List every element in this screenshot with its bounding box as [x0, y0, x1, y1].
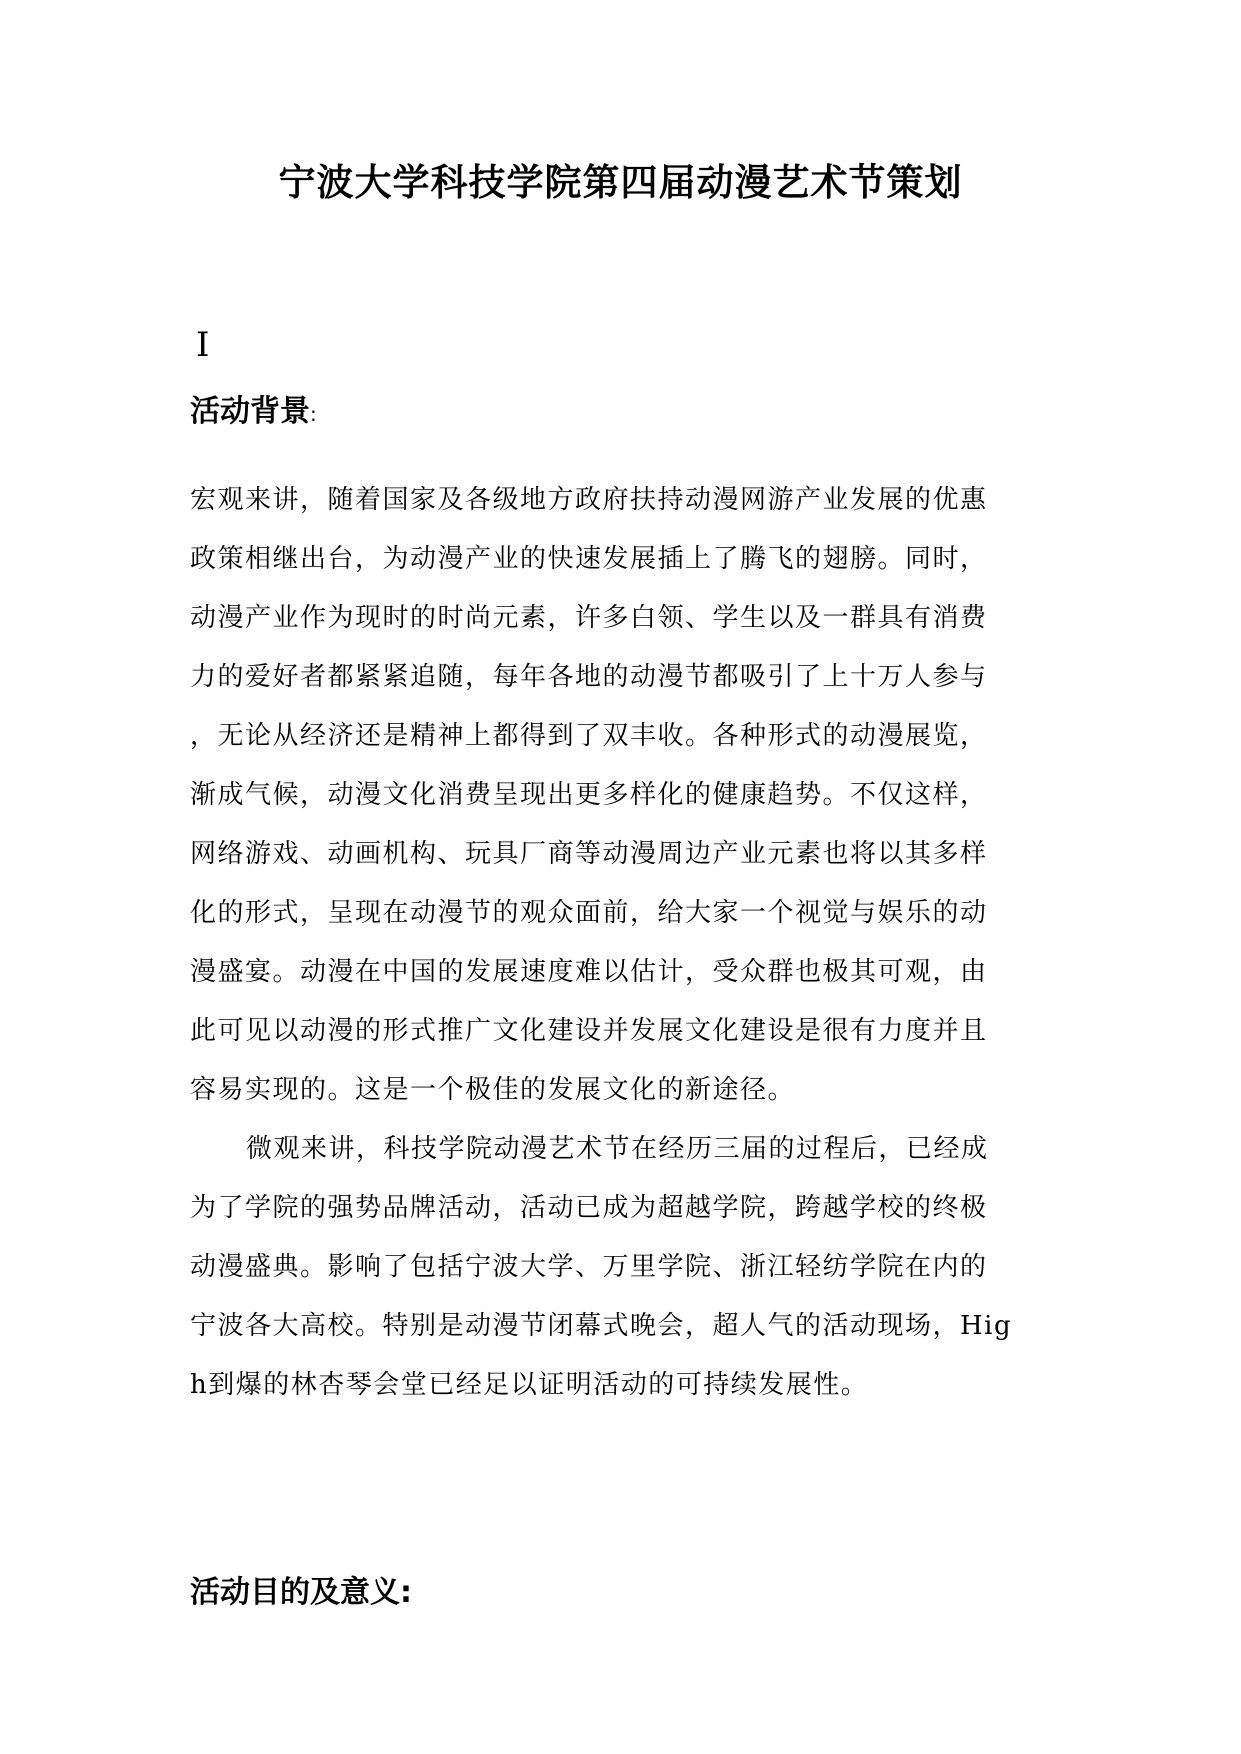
paragraph-line: 宏观来讲，随着国家及各级地方政府扶持动漫网游产业发展的优惠	[190, 485, 988, 515]
paragraph-line: 政策相继出台，为动漫产业的快速发展插上了腾飞的翅膀。同时，	[190, 544, 988, 574]
paragraph-line: 力的爱好者都紧紧追随，每年各地的动漫节都吸引了上十万人参与	[190, 662, 988, 692]
paragraph-line: 宁波各大高校。特别是动漫节闭幕式晚会，超人气的活动现场，Hig	[190, 1311, 1013, 1341]
section-heading-background-text: 活动背景	[190, 394, 310, 429]
paragraph-line: 动漫产业作为现时的时尚元素，许多白领、学生以及一群具有消费	[190, 603, 988, 633]
paragraph-line: ，无论从经济还是精神上都得到了双丰收。各种形式的动漫展览，	[190, 721, 988, 751]
paragraph-line: 渐成气候，动漫文化消费呈现出更多样化的健康趋势。不仅这样，	[190, 780, 988, 810]
section-heading-background	[190, 392, 317, 434]
paragraph-line: 容易实现的。这是一个极佳的发展文化的新途径。	[190, 1075, 796, 1105]
paragraph-line: 动漫盛典。影响了包括宁波大学、万里学院、浙江轻纺学院在内的	[190, 1252, 988, 1282]
paragraph-line: 此可见以动漫的形式推广文化建设并发展文化建设是很有力度并且	[190, 1016, 988, 1046]
paragraph-line: 化的形式，呈现在动漫节的观众面前，给大家一个视觉与娱乐的动	[190, 898, 988, 928]
roman-numeral: I	[196, 325, 210, 365]
paragraph-line: h到爆的林杏琴会堂已经足以证明活动的可持续发展性。	[190, 1370, 869, 1400]
paragraph-line: 为了学院的强势品牌活动，活动已成为超越学院，跨越学校的终极	[190, 1193, 988, 1223]
paragraph-line: 网络游戏、动画机构、玩具厂商等动漫周边产业元素也将以其多样	[190, 839, 988, 869]
paragraph-line: 微观来讲，科技学院动漫艺术节在经历三届的过程后，已经成	[246, 1134, 989, 1164]
section-heading-purpose: 活动目的及意义:	[190, 1575, 412, 1610]
paragraph-line: 漫盛宴。动漫在中国的发展速度难以估计，受众群也极其可观，由	[190, 957, 988, 987]
section-heading-background-colon: :	[310, 402, 317, 426]
document-title: 宁波大学科技学院第四届动漫艺术节策划	[278, 161, 963, 204]
